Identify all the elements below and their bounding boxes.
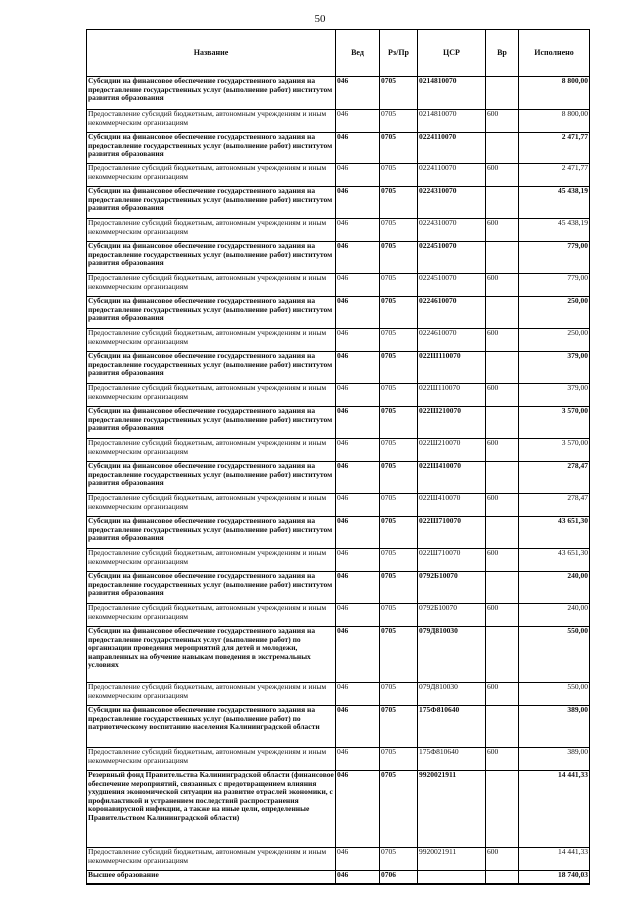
row-amount: 45 438,19 [519, 187, 590, 219]
row-vr [486, 133, 519, 164]
row-rzpr: 0705 [380, 219, 418, 242]
row-amount: 379,00 [519, 352, 590, 384]
row-csr: 022Ш410070 [418, 462, 486, 494]
table-row [87, 748, 590, 771]
row-csr: 9920021911 [418, 771, 486, 848]
row-vr [486, 706, 519, 748]
row-rzpr: 0705 [380, 439, 418, 462]
row-amount: 2 471,77 [519, 133, 590, 164]
row-amount: 389,00 [519, 706, 590, 748]
row-name: Субсидии на финансовое обеспечение государственного задания на предоставление государственных услуг (выполнение работ) институтом развития образования [87, 133, 336, 164]
row-name: Предоставление субсидий бюджетным, автономным учреждениям и иным некоммерческим организациям [87, 274, 336, 297]
row-rzpr: 0705 [380, 848, 418, 871]
row-vr [486, 771, 519, 848]
table-row [87, 297, 590, 329]
row-name: Предоставление субсидий бюджетным, автономным учреждениям и иным некоммерческим организациям [87, 439, 336, 462]
row-ved: 046 [336, 242, 380, 274]
row-csr: 0224510070 [418, 274, 486, 297]
row-amount: 779,00 [519, 274, 590, 297]
row-vr: 600 [486, 274, 519, 297]
row-rzpr: 0705 [380, 242, 418, 274]
row-csr: 022Ш210070 [418, 439, 486, 462]
table-row [87, 110, 590, 133]
row-ved: 046 [336, 133, 380, 164]
row-rzpr: 0705 [380, 494, 418, 517]
table-row [87, 848, 590, 871]
row-rzpr: 0705 [380, 133, 418, 164]
row-ved: 046 [336, 164, 380, 187]
row-rzpr: 0705 [380, 627, 418, 683]
row-name: Предоставление субсидий бюджетным, автономным учреждениям и иным некоммерческим организациям [87, 219, 336, 242]
row-name: Предоставление субсидий бюджетным, автономным учреждениям и иным некоммерческим организациям [87, 164, 336, 187]
row-rzpr: 0705 [380, 748, 418, 771]
row-name: Предоставление субсидий бюджетным, автономным учреждениям и иным некоммерческим организациям [87, 549, 336, 572]
row-csr: 0214810070 [418, 110, 486, 133]
row-ved: 046 [336, 494, 380, 517]
row-csr: 079Д810030 [418, 683, 486, 706]
row-ved: 046 [336, 706, 380, 748]
row-name: Предоставление субсидий бюджетным, автономным учреждениям и иным некоммерческим организациям [87, 604, 336, 627]
row-name: Субсидии на финансовое обеспечение государственного задания на предоставление государственных услуг (выполнение работ) институтом развития образования [87, 77, 336, 110]
row-rzpr: 0705 [380, 771, 418, 848]
row-amount: 3 570,00 [519, 439, 590, 462]
row-amount: 779,00 [519, 242, 590, 274]
table-row [87, 494, 590, 517]
row-ved: 046 [336, 187, 380, 219]
row-ved: 046 [336, 297, 380, 329]
row-vr: 600 [486, 848, 519, 871]
table-row [87, 549, 590, 572]
row-name: Субсидии на финансовое обеспечение государственного задания на предоставление государственных услуг (выполнение работ) по организации проведения мероприятий для детей и молодежи, направленных на обучение навыкам поведения в экстремальных условиях [87, 627, 336, 683]
row-amount: 8 800,00 [519, 110, 590, 133]
row-rzpr: 0705 [380, 352, 418, 384]
row-rzpr: 0705 [380, 274, 418, 297]
row-csr: 022Ш110070 [418, 352, 486, 384]
row-rzpr: 0706 [380, 871, 418, 884]
row-rzpr: 0705 [380, 572, 418, 604]
row-rzpr: 0705 [380, 407, 418, 439]
row-name: Высшее образование [87, 871, 336, 884]
header-name: Название [87, 30, 336, 77]
row-name: Субсидии на финансовое обеспечение государственного задания на предоставление государственных услуг (выполнение работ) институтом развития образования [87, 517, 336, 549]
row-vr [486, 407, 519, 439]
row-ved: 046 [336, 462, 380, 494]
row-name: Субсидии на финансовое обеспечение государственного задания на предоставление государственных услуг (выполнение работ) институтом развития образования [87, 352, 336, 384]
table-row [87, 187, 590, 219]
row-amount: 550,00 [519, 683, 590, 706]
row-vr [486, 462, 519, 494]
row-amount: 240,00 [519, 604, 590, 627]
header-ved: Вед [336, 30, 380, 77]
row-rzpr: 0705 [380, 549, 418, 572]
table-row [87, 604, 590, 627]
row-rzpr: 0705 [380, 187, 418, 219]
row-ved: 046 [336, 771, 380, 848]
row-vr: 600 [486, 748, 519, 771]
table-row [87, 274, 590, 297]
row-rzpr: 0705 [380, 164, 418, 187]
row-rzpr: 0705 [380, 517, 418, 549]
row-ved: 046 [336, 683, 380, 706]
row-vr: 600 [486, 494, 519, 517]
row-ved: 046 [336, 274, 380, 297]
table-row [87, 77, 590, 110]
table-row [87, 164, 590, 187]
row-csr: 022Ш710070 [418, 549, 486, 572]
row-name: Предоставление субсидий бюджетным, автономным учреждениям и иным некоммерческим организациям [87, 110, 336, 133]
row-vr: 600 [486, 439, 519, 462]
row-csr: 0224110070 [418, 164, 486, 187]
row-amount: 250,00 [519, 329, 590, 352]
row-amount: 278,47 [519, 494, 590, 517]
row-vr: 600 [486, 329, 519, 352]
row-amount: 250,00 [519, 297, 590, 329]
row-amount: 14 441,33 [519, 771, 590, 848]
row-name: Субсидии на финансовое обеспечение государственного задания на предоставление государственных услуг (выполнение работ) институтом развития образования [87, 572, 336, 604]
row-rzpr: 0705 [380, 110, 418, 133]
row-vr: 600 [486, 384, 519, 407]
row-vr [486, 627, 519, 683]
row-rzpr: 0705 [380, 77, 418, 110]
row-amount: 43 651,30 [519, 549, 590, 572]
header-amount: Исполнено [519, 30, 590, 77]
row-vr [486, 871, 519, 884]
row-csr: 0224510070 [418, 242, 486, 274]
row-amount: 2 471,77 [519, 164, 590, 187]
table-header [87, 30, 590, 77]
row-ved: 046 [336, 352, 380, 384]
row-csr: 022Ш410070 [418, 494, 486, 517]
row-ved: 046 [336, 329, 380, 352]
row-ved: 046 [336, 110, 380, 133]
row-ved: 046 [336, 871, 380, 884]
row-vr [486, 242, 519, 274]
row-vr: 600 [486, 549, 519, 572]
row-name: Резервный фонд Правительства Калининградской области (финансовое обеспечение мероприятий, связанных с предотвращением влияния ухудшения экономической ситуации на развитие отраслей экономики, с профилактикой и устранением последствий распространения коронавирусной инфекции, а также на иные цели, определенные Правительством Калининградской области) [87, 771, 336, 848]
row-vr: 600 [486, 164, 519, 187]
row-amount: 550,00 [519, 627, 590, 683]
row-vr: 600 [486, 219, 519, 242]
row-ved: 046 [336, 627, 380, 683]
row-rzpr: 0705 [380, 683, 418, 706]
budget-table [86, 29, 590, 885]
header-rzpr: Рз/Пр [380, 30, 418, 77]
row-csr: 0224310070 [418, 187, 486, 219]
row-ved: 046 [336, 549, 380, 572]
row-amount: 240,00 [519, 572, 590, 604]
row-name: Субсидии на финансовое обеспечение государственного задания на предоставление государственных услуг (выполнение работ) институтом развития образования [87, 462, 336, 494]
table-row [87, 352, 590, 384]
row-vr [486, 572, 519, 604]
row-name: Предоставление субсидий бюджетным, автономным учреждениям и иным некоммерческим организациям [87, 848, 336, 871]
row-csr: 079Д810030 [418, 627, 486, 683]
row-vr [486, 187, 519, 219]
row-csr [418, 871, 486, 884]
row-ved: 046 [336, 384, 380, 407]
table-row [87, 517, 590, 549]
row-name: Субсидии на финансовое обеспечение государственного задания на предоставление государственных услуг (выполнение работ) институтом развития образования [87, 187, 336, 219]
row-ved: 046 [336, 748, 380, 771]
row-ved: 046 [336, 77, 380, 110]
table-row [87, 439, 590, 462]
table-row [87, 771, 590, 848]
row-ved: 046 [336, 439, 380, 462]
row-ved: 046 [336, 848, 380, 871]
row-rzpr: 0705 [380, 462, 418, 494]
row-csr: 0224610070 [418, 329, 486, 352]
row-ved: 046 [336, 604, 380, 627]
table-row [87, 384, 590, 407]
row-name: Субсидии на финансовое обеспечение государственного задания на предоставление государственных услуг (выполнение работ) институтом развития образования [87, 242, 336, 274]
row-csr: 022Ш110070 [418, 384, 486, 407]
table-row [87, 627, 590, 683]
row-csr: 0224310070 [418, 219, 486, 242]
row-vr: 600 [486, 110, 519, 133]
table-row [87, 683, 590, 706]
row-csr: 9920021911 [418, 848, 486, 871]
row-name: Субсидии на финансовое обеспечение государственного задания на предоставление государственных услуг (выполнение работ) по патриотическому воспитанию населения Калининградской области [87, 706, 336, 748]
row-csr: 022Ш210070 [418, 407, 486, 439]
row-amount: 8 800,00 [519, 77, 590, 110]
row-amount: 45 438,19 [519, 219, 590, 242]
row-amount: 3 570,00 [519, 407, 590, 439]
row-csr: 0792Б10070 [418, 572, 486, 604]
row-rzpr: 0705 [380, 604, 418, 627]
table-row [87, 219, 590, 242]
row-vr [486, 517, 519, 549]
row-csr: 0792Б10070 [418, 604, 486, 627]
row-csr: 022Ш710070 [418, 517, 486, 549]
row-name: Субсидии на финансовое обеспечение государственного задания на предоставление государственных услуг (выполнение работ) институтом развития образования [87, 407, 336, 439]
row-csr: 0224610070 [418, 297, 486, 329]
row-name: Предоставление субсидий бюджетным, автономным учреждениям и иным некоммерческим организациям [87, 494, 336, 517]
table-row [87, 329, 590, 352]
row-csr: 175Ф810640 [418, 706, 486, 748]
row-amount: 379,00 [519, 384, 590, 407]
table-body [87, 77, 590, 884]
row-rzpr: 0705 [380, 297, 418, 329]
table-row [87, 706, 590, 748]
row-rzpr: 0705 [380, 329, 418, 352]
table-row [87, 242, 590, 274]
row-amount: 278,47 [519, 462, 590, 494]
row-ved: 046 [336, 572, 380, 604]
row-vr [486, 297, 519, 329]
row-amount: 14 441,33 [519, 848, 590, 871]
row-vr: 600 [486, 683, 519, 706]
row-vr: 600 [486, 604, 519, 627]
row-name: Предоставление субсидий бюджетным, автономным учреждениям и иным некоммерческим организациям [87, 748, 336, 771]
page-number: 50 [314, 13, 326, 25]
row-csr: 175Ф810640 [418, 748, 486, 771]
table-row [87, 407, 590, 439]
row-csr: 0214810070 [418, 77, 486, 110]
row-csr: 0224110070 [418, 133, 486, 164]
row-name: Предоставление субсидий бюджетным, автономным учреждениям и иным некоммерческим организациям [87, 384, 336, 407]
row-ved: 046 [336, 219, 380, 242]
row-vr [486, 352, 519, 384]
table-row [87, 133, 590, 164]
row-amount: 389,00 [519, 748, 590, 771]
row-name: Субсидии на финансовое обеспечение государственного задания на предоставление государственных услуг (выполнение работ) институтом развития образования [87, 297, 336, 329]
row-ved: 046 [336, 517, 380, 549]
header-vr: Вр [486, 30, 519, 77]
row-name: Предоставление субсидий бюджетным, автономным учреждениям и иным некоммерческим организациям [87, 683, 336, 706]
row-vr [486, 77, 519, 110]
header-csr: ЦСР [418, 30, 486, 77]
table-row [87, 871, 590, 884]
row-amount: 18 740,03 [519, 871, 590, 884]
row-rzpr: 0705 [380, 706, 418, 748]
table-row [87, 572, 590, 604]
row-ved: 046 [336, 407, 380, 439]
row-name: Предоставление субсидий бюджетным, автономным учреждениям и иным некоммерческим организациям [87, 329, 336, 352]
table-row [87, 462, 590, 494]
row-amount: 43 651,30 [519, 517, 590, 549]
row-rzpr: 0705 [380, 384, 418, 407]
